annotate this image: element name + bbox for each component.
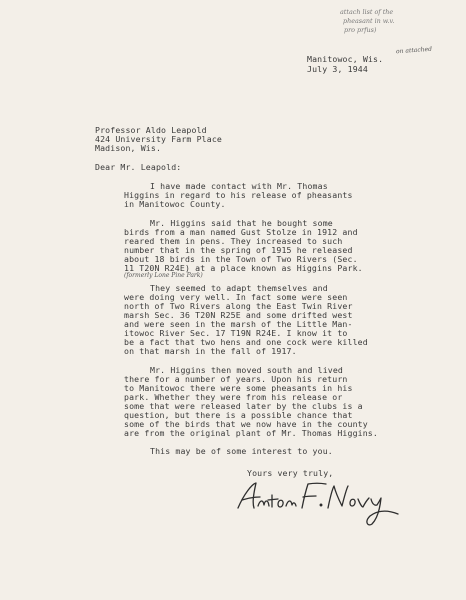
- p3-line-6: itowoc River Sec. 17 T19N R24E. I know it to: [124, 328, 348, 338]
- p3-line-1: They seemed to adapt themselves and: [150, 283, 328, 293]
- p3-line-7: be a fact that two hens and one cock were killed: [124, 337, 368, 347]
- p3-line-2: were doing very well. In fact some were seen: [124, 292, 348, 302]
- margin-note-line-3: pro prfus): [344, 26, 377, 34]
- p4-line-5: some that were released later by the clubs is a: [124, 401, 363, 411]
- p2-line-6: 11 T20N R24E) at a place known as Higgins Park.: [124, 263, 363, 273]
- p2-handwritten-annotation: (formerly Lone Pine Park): [124, 272, 203, 279]
- p1-line-1: I have made contact with Mr. Thomas: [150, 181, 328, 191]
- p4-line-6: question, but there is a possible chance that: [124, 410, 353, 420]
- p2-line-4: number that in the spring of 1915 he released: [124, 245, 353, 255]
- p2-line-1: Mr. Higgins said that he bought some: [150, 218, 333, 228]
- p1-line-2: Higgins in regard to his release of pheasants: [124, 190, 353, 200]
- p3-line-4: marsh Sec. 36 T20N R25E and some drifted west: [124, 310, 353, 320]
- dateline-date: July 3, 1944: [307, 64, 368, 74]
- p4-line-2: there for a number of years. Upon his return: [124, 374, 348, 384]
- margin-note-line-1: attach list of the: [340, 8, 394, 16]
- p4-line-7: some of the birds that we now have in the county: [124, 419, 368, 429]
- p4-line-4: park. Whether they were from his release or: [124, 392, 343, 402]
- p3-line-3: north of Two Rivers along the East Twin River: [124, 301, 353, 311]
- signature: [232, 478, 402, 528]
- margin-note-line-2: pheasant in w.v.: [343, 17, 395, 25]
- p4-line-3: to Manitowoc there were some pheasants in his: [124, 383, 353, 393]
- closing: Yours very truly,: [247, 468, 334, 478]
- address-street: 424 University Farm Place: [95, 134, 222, 144]
- salutation: Dear Mr. Leapold:: [95, 162, 182, 172]
- p2-line-3: reared them in pens. They increased to such: [124, 236, 343, 246]
- p4-line-1: Mr. Higgins then moved south and lived: [150, 365, 344, 375]
- p3-line-5: and were seen in the marsh of the Little Man-: [124, 319, 353, 329]
- dateline-place: Manitowoc, Wis.: [307, 54, 384, 64]
- address-city: Madison, Wis.: [95, 143, 162, 153]
- p2-line-5: about 18 birds in the Town of Two Rivers (Sec.: [124, 254, 358, 264]
- margin-note-side: on attached: [395, 45, 433, 56]
- address-name: Professor Aldo Leapold: [95, 125, 207, 135]
- p4-line-8: are from the original plant of Mr. Thomas Higgins.: [124, 428, 378, 438]
- p2-line-2: birds from a man named Gust Stolze in 1912 and: [124, 227, 358, 237]
- p5-line-1: This may be of some interest to you.: [150, 446, 333, 456]
- p1-line-3: in Manitowoc County.: [124, 199, 226, 209]
- p3-line-8: on that marsh in the fall of 1917.: [124, 346, 297, 356]
